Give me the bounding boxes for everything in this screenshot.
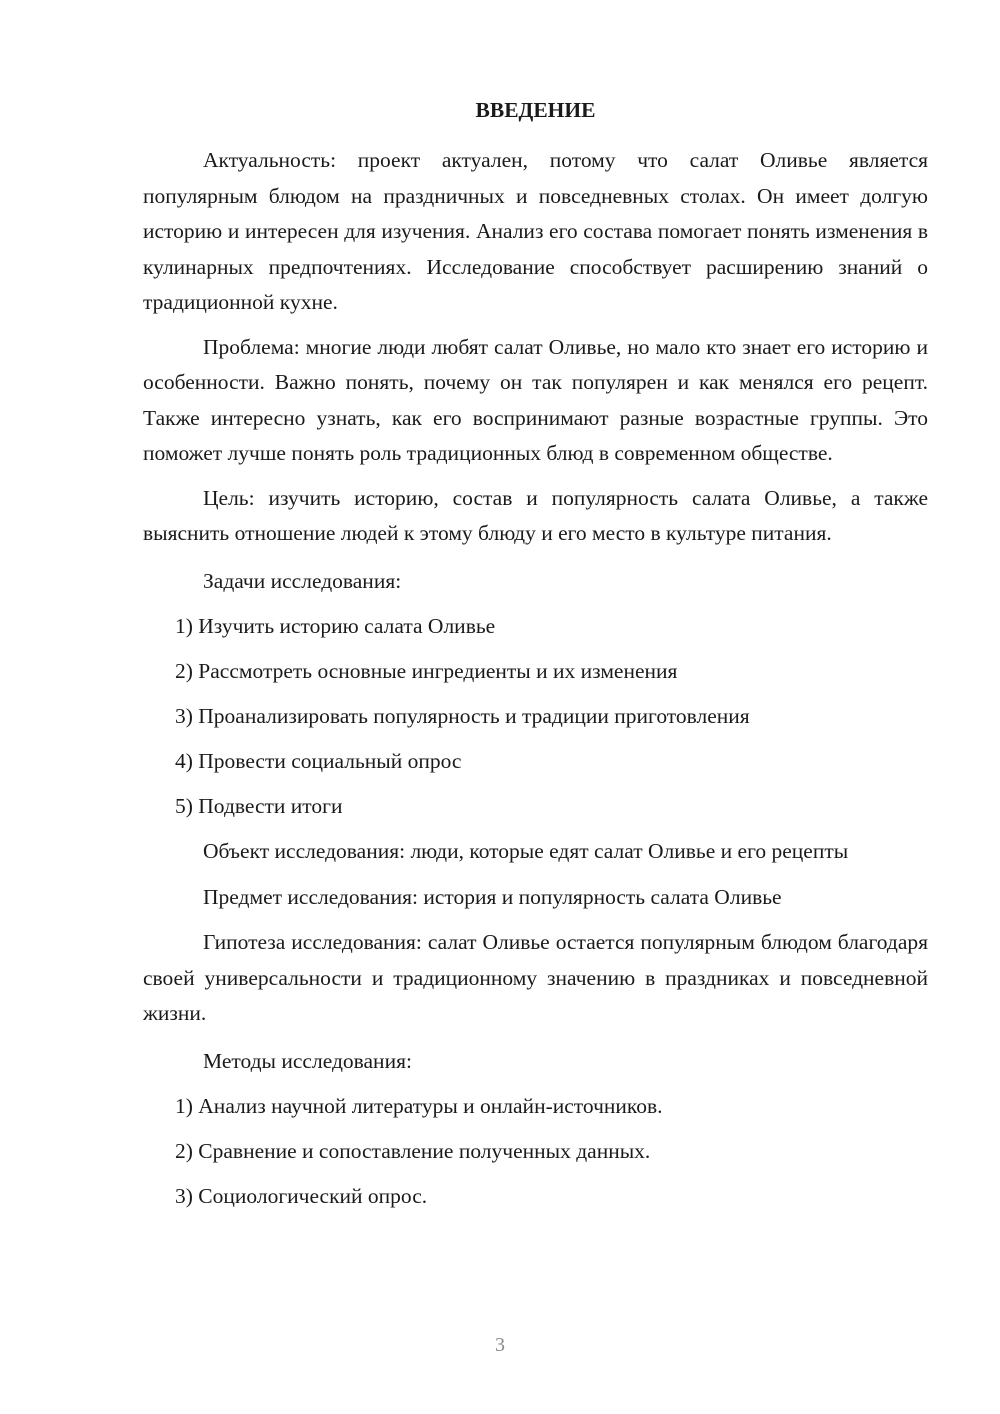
object-paragraph: Объект исследования: люди, которые едят салат Оливье и его рецепты xyxy=(203,839,849,863)
list-item: 2) Сравнение и сопоставление полученных данных. xyxy=(175,1138,651,1163)
hypothesis-paragraph: Гипотеза исследования: салат Оливье остается популярным блюдом благодаря своей универсальности и традиционному значению в праздниках и повседневной жизни. xyxy=(143,930,928,1025)
goal-paragraph: Цель: изучить историю, состав и популярность салата Оливье, а также выяснить отношение людей к этому блюду и его место в культуре питания. xyxy=(143,485,928,545)
list-item: 1) Анализ научной литературы и онлайн-источников. xyxy=(175,1093,663,1118)
tasks-title: Задачи исследования: xyxy=(203,568,402,593)
methods-list xyxy=(143,1089,928,1215)
page-title: ВВЕДЕНИЕ xyxy=(475,98,596,122)
tasks-list xyxy=(143,609,928,825)
list-item: 3) Проанализировать популярность и традиции приготовления xyxy=(175,703,750,728)
page-number: 3 xyxy=(495,1334,505,1356)
list-item: 5) Подвести итоги xyxy=(175,793,343,818)
methods-title: Методы исследования: xyxy=(203,1048,412,1073)
document-page xyxy=(143,95,928,1214)
list-item: 3) Социологический опрос. xyxy=(175,1183,428,1208)
problem-paragraph: Проблема: многие люди любят салат Оливье, но мало кто знает его историю и особенности. Важно понять, почему он так популярен и как менялся его рецепт. Также интересно узнать, как его воспринимают разные возрастные группы. Это поможет лучше понять роль традиционных блюд в современном обществе. xyxy=(143,334,928,465)
list-item: 1) Изучить историю салата Оливье xyxy=(175,613,496,638)
list-item: 4) Провести социальный опрос xyxy=(175,748,462,773)
relevance-paragraph: Актуальность: проект актуален, потому что салат Оливье является популярным блюдом на праздничных и повседневных столах. Он имеет долгую историю и интересен для изучения. Анализ его состава помогает понять изменения в кулинарных предпочтениях. Исследование способствует расширению знаний о традиционной кухне. xyxy=(143,148,928,314)
list-item: 2) Рассмотреть основные ингредиенты и их изменения xyxy=(175,658,678,683)
subject-paragraph: Предмет исследования: история и популярность салата Оливье xyxy=(203,884,782,909)
